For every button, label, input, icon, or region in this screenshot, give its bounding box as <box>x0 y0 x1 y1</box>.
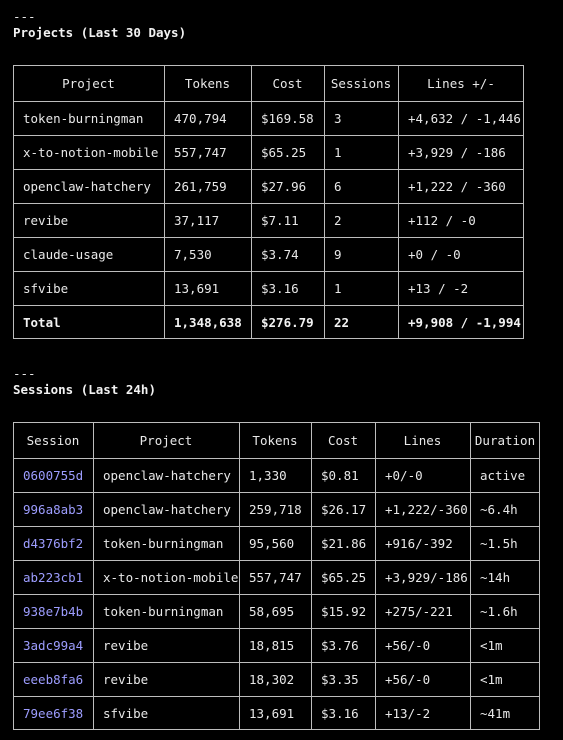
table-cell: +1,222 / -360 <box>408 178 506 194</box>
table-cell: Total <box>23 314 61 330</box>
column-header[interactable]: Session <box>26 432 80 448</box>
table-cell: 18,302 <box>249 671 295 687</box>
column-separator <box>93 422 94 730</box>
table-cell: revibe <box>23 212 69 228</box>
table-cell: ~41m <box>480 705 511 721</box>
column-header[interactable]: Project <box>62 75 115 91</box>
table-cell: +112 / -0 <box>408 212 476 228</box>
session-id-link[interactable]: 79ee6f38 <box>23 705 84 721</box>
table-cell: 1,348,638 <box>174 314 242 330</box>
column-separator <box>470 422 471 730</box>
column-separator <box>311 422 312 730</box>
row-separator <box>13 628 540 629</box>
table-cell: $3.16 <box>321 705 359 721</box>
table-cell: 259,718 <box>249 501 302 517</box>
table-cell: +0/-0 <box>385 467 423 483</box>
row-separator <box>13 305 524 306</box>
table-cell: openclaw-hatchery <box>103 467 231 483</box>
table-border <box>13 65 524 339</box>
sessions-title: Sessions (Last 24h) <box>13 382 156 397</box>
column-separator <box>164 65 165 339</box>
table-cell: openclaw-hatchery <box>23 178 151 194</box>
table-cell: +4,632 / -1,446 <box>408 110 521 126</box>
session-id-link[interactable]: d4376bf2 <box>23 535 84 551</box>
column-header[interactable]: Duration <box>474 432 536 448</box>
row-separator <box>13 135 524 136</box>
table-cell: openclaw-hatchery <box>103 501 231 517</box>
table-cell: +3,929/-186 <box>385 569 468 585</box>
row-separator <box>13 101 524 102</box>
session-id-link[interactable]: 996a8ab3 <box>23 501 84 517</box>
table-cell: $3.16 <box>261 280 299 296</box>
table-cell: +13/-2 <box>385 705 431 721</box>
row-separator <box>13 458 540 459</box>
table-cell: $276.79 <box>261 314 314 330</box>
row-separator <box>13 662 540 663</box>
table-cell: $3.35 <box>321 671 359 687</box>
section-divider: --- <box>13 9 36 24</box>
column-header[interactable]: Cost <box>327 432 359 448</box>
table-cell: 2 <box>334 212 342 228</box>
table-cell: 557,747 <box>249 569 302 585</box>
table-cell: $0.81 <box>321 467 359 483</box>
table-cell: 9 <box>334 246 342 262</box>
table-cell: $65.25 <box>261 144 307 160</box>
table-cell: ~6.4h <box>480 501 518 517</box>
table-cell: 7,530 <box>174 246 212 262</box>
column-separator <box>324 65 325 339</box>
column-header[interactable]: Cost <box>272 75 303 91</box>
table-cell: 470,794 <box>174 110 227 126</box>
table-cell: <1m <box>480 637 503 653</box>
row-separator <box>13 560 540 561</box>
column-separator <box>375 422 376 730</box>
table-cell: 3 <box>334 110 342 126</box>
table-cell: <1m <box>480 671 503 687</box>
table-cell: +275/-221 <box>385 603 453 619</box>
table-cell: sfvibe <box>23 280 69 296</box>
table-cell: 58,695 <box>249 603 295 619</box>
table-cell: ~14h <box>480 569 511 585</box>
table-cell: $21.86 <box>321 535 367 551</box>
row-separator <box>13 526 540 527</box>
table-cell: $26.17 <box>321 501 367 517</box>
table-cell: claude-usage <box>23 246 114 262</box>
table-cell: +56/-0 <box>385 671 431 687</box>
table-cell: +916/-392 <box>385 535 453 551</box>
table-cell: token-burningman <box>103 535 224 551</box>
column-header[interactable]: Tokens <box>252 432 298 448</box>
row-separator <box>13 237 524 238</box>
table-cell: 6 <box>334 178 342 194</box>
column-header[interactable]: Lines +/- <box>427 75 495 91</box>
row-separator <box>13 492 540 493</box>
table-cell: $7.11 <box>261 212 299 228</box>
row-separator <box>13 169 524 170</box>
column-separator <box>398 65 399 339</box>
table-cell: +9,908 / -1,994 <box>408 314 521 330</box>
table-cell: token-burningman <box>103 603 224 619</box>
table-cell: revibe <box>103 637 149 653</box>
table-cell: revibe <box>103 671 149 687</box>
table-cell: $15.92 <box>321 603 367 619</box>
session-id-link[interactable]: ab223cb1 <box>23 569 84 585</box>
session-id-link[interactable]: eeeb8fa6 <box>23 671 84 687</box>
projects-title: Projects (Last 30 Days) <box>13 25 187 40</box>
table-cell: 37,117 <box>174 212 220 228</box>
table-cell: 1 <box>334 280 342 296</box>
table-cell: x-to-notion-mobile <box>103 569 239 585</box>
table-cell: 13,691 <box>249 705 295 721</box>
column-separator <box>239 422 240 730</box>
column-header[interactable]: Sessions <box>330 75 392 91</box>
table-cell: $3.76 <box>321 637 359 653</box>
table-cell: 22 <box>334 314 350 330</box>
table-cell: 13,691 <box>174 280 220 296</box>
row-separator <box>13 203 524 204</box>
table-cell: $3.74 <box>261 246 299 262</box>
table-cell: +3,929 / -186 <box>408 144 506 160</box>
table-cell: $65.25 <box>321 569 367 585</box>
table-cell: 557,747 <box>174 144 227 160</box>
table-cell: $169.58 <box>261 110 314 126</box>
table-cell: 18,815 <box>249 637 295 653</box>
row-separator <box>13 594 540 595</box>
session-id-link[interactable]: 938e7b4b <box>23 603 84 619</box>
column-header[interactable]: Tokens <box>184 75 231 91</box>
column-header[interactable]: Project <box>139 432 193 448</box>
table-cell: +56/-0 <box>385 637 431 653</box>
table-cell: $27.96 <box>261 178 307 194</box>
table-cell: active <box>480 467 526 483</box>
table-cell: +1,222/-360 <box>385 501 468 517</box>
column-separator <box>251 65 252 339</box>
row-separator <box>13 271 524 272</box>
row-separator <box>13 696 540 697</box>
table-cell: sfvibe <box>103 705 149 721</box>
table-cell: 261,759 <box>174 178 227 194</box>
table-cell: x-to-notion-mobile <box>23 144 159 160</box>
column-header[interactable]: Lines <box>403 432 442 448</box>
table-cell: 1,330 <box>249 467 287 483</box>
table-cell: 95,560 <box>249 535 295 551</box>
table-cell: +13 / -2 <box>408 280 469 296</box>
table-cell: +0 / -0 <box>408 246 461 262</box>
table-cell: token-burningman <box>23 110 144 126</box>
section-divider: --- <box>13 366 36 381</box>
session-id-link[interactable]: 0600755d <box>23 467 84 483</box>
table-cell: ~1.5h <box>480 535 518 551</box>
session-id-link[interactable]: 3adc99a4 <box>23 637 84 653</box>
table-cell: 1 <box>334 144 342 160</box>
table-cell: ~1.6h <box>480 603 518 619</box>
